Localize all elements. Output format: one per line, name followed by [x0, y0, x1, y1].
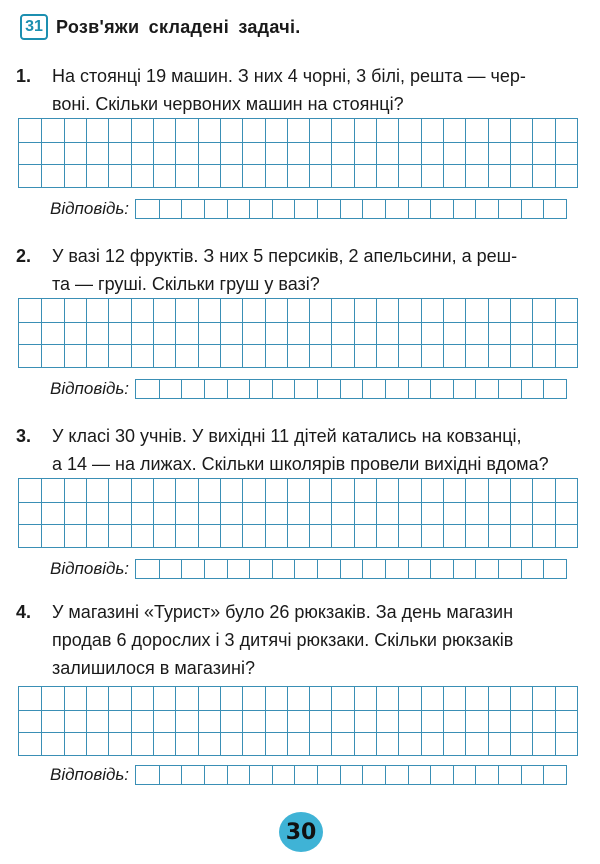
- answer-row: [50, 558, 567, 580]
- solution-grid[interactable]: [18, 118, 578, 188]
- task-line: залишилося в магазині?: [52, 658, 255, 678]
- task-2: [16, 242, 592, 298]
- solution-grid[interactable]: [18, 686, 578, 756]
- task-4: [16, 598, 592, 682]
- exercise-title: Розв'яжи складені задачі.: [56, 16, 301, 37]
- task-text: [52, 242, 592, 298]
- solution-grid[interactable]: [18, 298, 578, 368]
- solution-grid[interactable]: [18, 478, 578, 548]
- task-text: [52, 62, 592, 118]
- task-number: 2.: [16, 246, 32, 266]
- answer-label: Відповідь:: [50, 765, 130, 784]
- task-line: воні. Скільки червоних машин на стоянці?: [52, 94, 404, 114]
- exercise-header: [20, 14, 301, 40]
- answer-row: [50, 198, 567, 220]
- answer-label: Відповідь:: [50, 199, 130, 218]
- answer-label: Відповідь:: [50, 379, 130, 398]
- task-line: а 14 — на лижах. Скільки школярів провели вихідні вдома?: [52, 454, 549, 474]
- answer-field[interactable]: [135, 765, 567, 785]
- page-number: 30: [285, 819, 317, 845]
- task-line: У вазі 12 фруктів. З них 5 персиків, 2 апельсини, а реш-: [52, 246, 518, 266]
- task-1: [16, 62, 592, 118]
- task-3: [16, 422, 592, 478]
- exercise-number-badge: 31: [20, 14, 48, 40]
- task-text: [52, 598, 592, 682]
- task-line: продав 6 дорослих і 3 дитячі рюкзаки. Скільки рюкзаків: [52, 630, 514, 650]
- task-line: У магазині «Турист» було 26 рюкзаків. За день магазин: [52, 602, 514, 622]
- answer-label: Відповідь:: [50, 559, 130, 578]
- task-line: та — груші. Скільки груш у вазі?: [52, 274, 320, 294]
- task-number: 1.: [16, 66, 32, 86]
- answer-field[interactable]: [135, 379, 567, 399]
- task-line: На стоянці 19 машин. З них 4 чорні, 3 білі, решта — чер-: [52, 66, 526, 86]
- answer-field[interactable]: [135, 199, 567, 219]
- task-number: 3.: [16, 426, 32, 446]
- answer-row: [50, 378, 567, 400]
- answer-field[interactable]: [135, 559, 567, 579]
- answer-row: [50, 764, 567, 786]
- task-line: У класі 30 учнів. У вихідні 11 дітей катались на ковзанці,: [52, 426, 522, 446]
- task-number: 4.: [16, 602, 32, 622]
- task-text: [52, 422, 592, 478]
- page-number-badge: [279, 812, 323, 852]
